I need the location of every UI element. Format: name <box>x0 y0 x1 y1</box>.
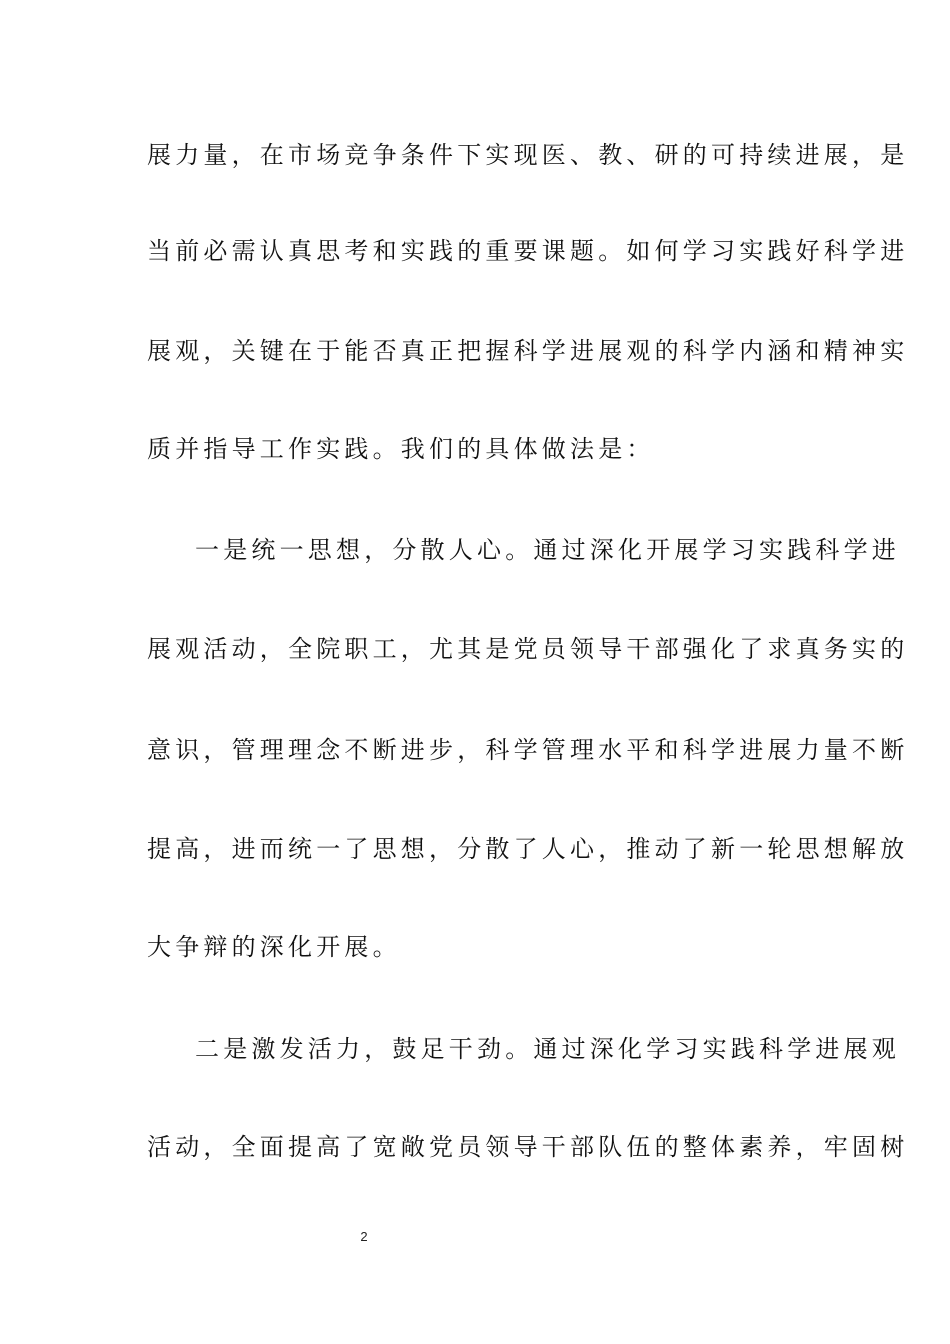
paragraph-1-first-line: 一是统一思想，分散人心。通过深化开展学习实践科学进 <box>195 536 900 564</box>
text-line-6: 展观活动，全院职工，尤其是党员领导干部强化了求真务实的 <box>147 635 909 663</box>
text-line-9: 大争辩的深化开展。 <box>147 933 401 961</box>
page-number: 2 <box>360 1229 368 1244</box>
paragraph-2-first-line: 二是激发活力，鼓足干劲。通过深化学习实践科学进展观 <box>195 1035 900 1063</box>
text-line-8: 提高，进而统一了思想，分散了人心，推动了新一轮思想解放 <box>147 835 909 863</box>
text-line-11: 活动，全面提高了宽敞党员领导干部队伍的整体素养，牢固树 <box>147 1133 909 1161</box>
text-line-2: 当前必需认真思考和实践的重要课题。如何学习实践好科学进 <box>147 237 909 265</box>
text-line-1: 展力量，在市场竞争条件下实现医、教、研的可持续进展，是 <box>147 141 909 169</box>
text-line-3: 展观，关键在于能否真正把握科学进展观的科学内涵和精神实 <box>147 337 909 365</box>
text-line-4: 质并指导工作实践。我们的具体做法是： <box>147 435 655 463</box>
text-line-7: 意识，管理理念不断进步，科学管理水平和科学进展力量不断 <box>147 736 909 764</box>
